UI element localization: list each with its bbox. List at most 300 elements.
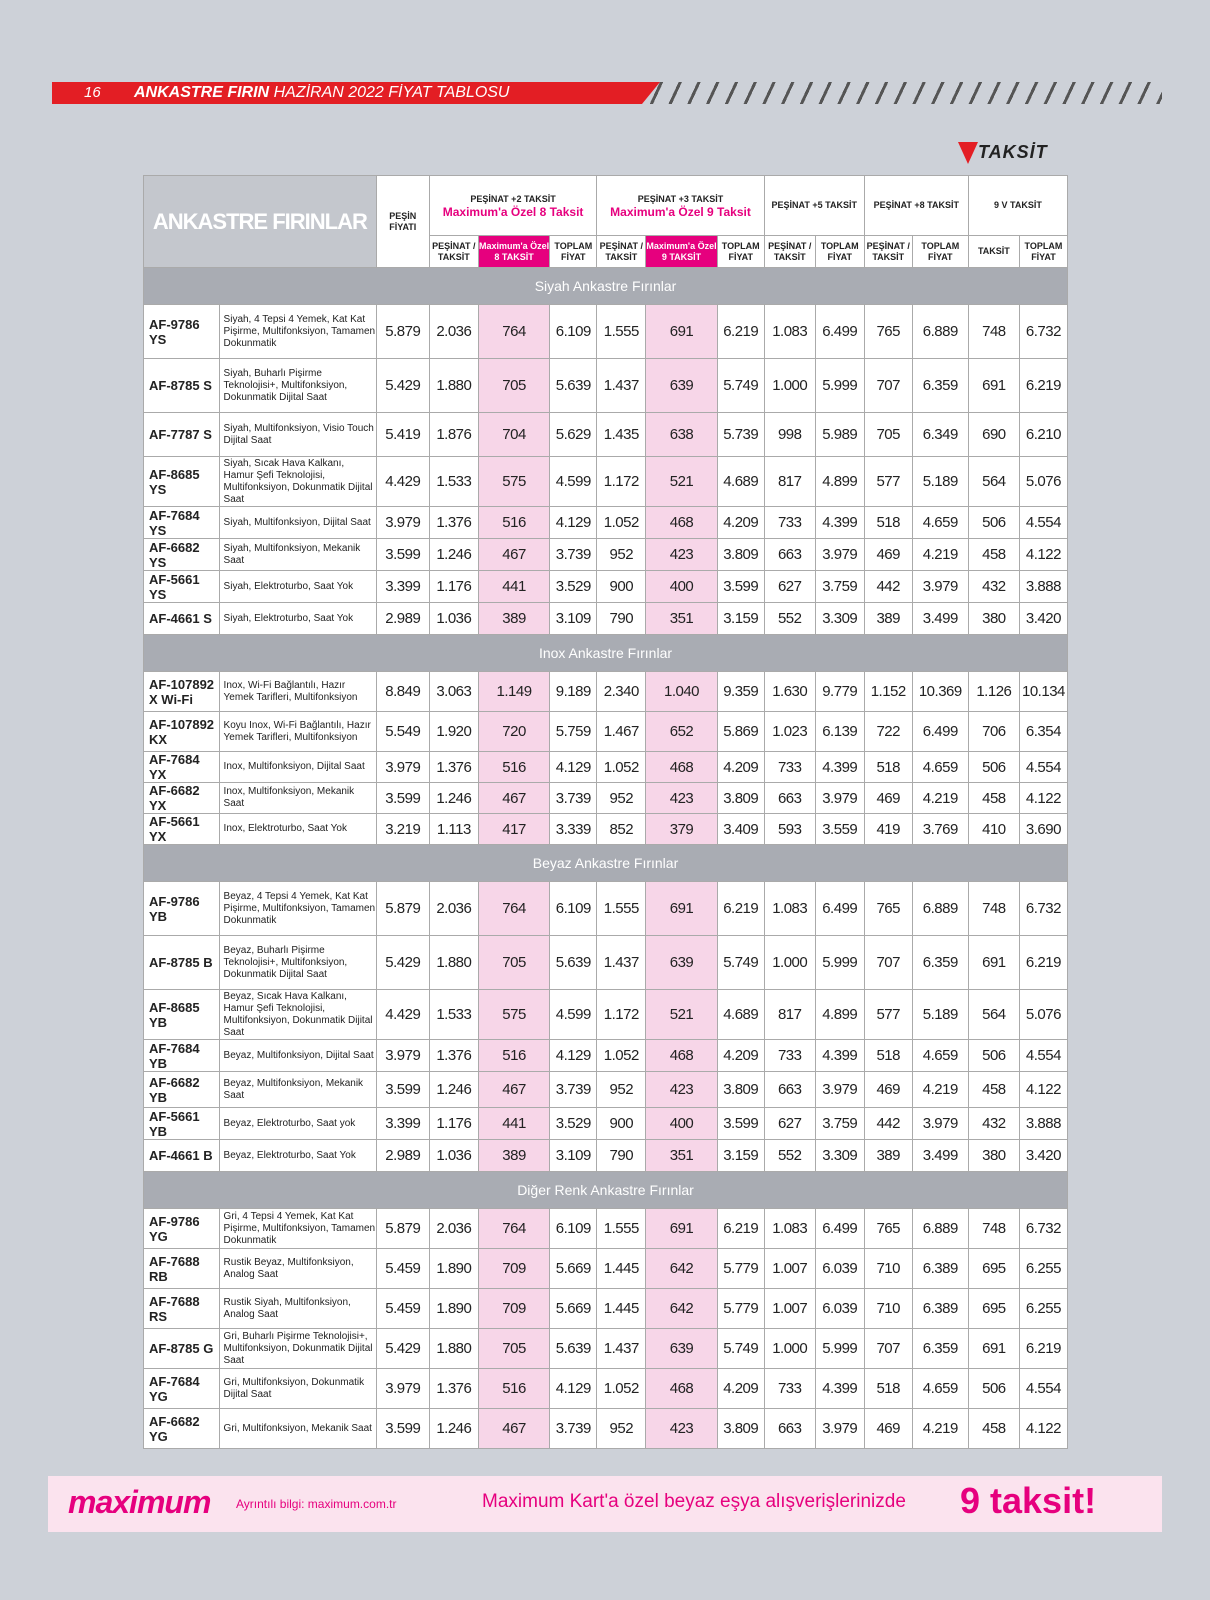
price-cell: 4.554	[1019, 1040, 1067, 1072]
price-cell: 577	[864, 990, 912, 1040]
price-cell-highlight: 642	[646, 1249, 717, 1289]
description-cell: Siyah, Elektroturbo, Saat Yok	[219, 603, 376, 635]
price-cell: 1.246	[429, 539, 478, 571]
model-cell: AF-6682 YX	[144, 783, 220, 814]
price-cell: 5.429	[376, 1329, 429, 1369]
price-cell-highlight: 400	[646, 571, 717, 603]
price-cell: 5.879	[376, 305, 429, 359]
footer-info-link[interactable]: Ayrıntılı bilgi: maximum.com.tr	[236, 1497, 397, 1511]
price-cell-highlight: 467	[478, 1072, 549, 1108]
price-cell: 6.499	[815, 882, 864, 936]
price-cell: 952	[597, 1409, 646, 1449]
price-cell: 389	[864, 603, 912, 635]
price-cell-highlight: 468	[646, 1369, 717, 1409]
page-header	[52, 82, 1162, 104]
price-cell: 1.376	[429, 1040, 478, 1072]
price-cell: 5.999	[815, 936, 864, 990]
price-cell: 6.109	[550, 882, 597, 936]
table-title: ANKASTRE FIRINLAR	[144, 176, 377, 268]
table-row	[144, 457, 1068, 507]
description-cell: Gri, Buharlı Pişirme Teknolojisi+, Multifonksiyon, Dokunmatik Dijital Saat	[219, 1329, 376, 1369]
price-cell: 663	[764, 1072, 815, 1108]
price-cell: 6.359	[912, 359, 968, 413]
section-header	[144, 268, 1068, 305]
price-cell: 4.599	[550, 457, 597, 507]
price-cell: 3.559	[815, 814, 864, 845]
description-cell: Beyaz, Multifonksiyon, Mekanik Saat	[219, 1072, 376, 1108]
title-bold: ANKASTRE FIRIN	[134, 84, 270, 101]
price-cell-highlight: 764	[478, 305, 549, 359]
price-cell: 4.399	[815, 507, 864, 539]
price-cell: 3.309	[815, 1140, 864, 1172]
price-cell-highlight: 379	[646, 814, 717, 845]
price-cell: 663	[764, 783, 815, 814]
price-cell-highlight: 423	[646, 1409, 717, 1449]
price-cell: 3.599	[376, 1409, 429, 1449]
price-cell: 4.599	[550, 990, 597, 1040]
price-cell: 5.669	[550, 1289, 597, 1329]
price-cell-highlight: 468	[646, 752, 717, 783]
table-row	[144, 752, 1068, 783]
description-cell: Gri, 4 Tepsi 4 Yemek, Kat Kat Pişirme, Multifonksiyon, Tamamen Dokunmatik	[219, 1209, 376, 1249]
subheader: TOPLAM FİYAT	[912, 236, 968, 268]
vtaksit-label: TAKSİT	[978, 142, 1048, 162]
price-cell: 6.389	[912, 1249, 968, 1289]
table-row	[144, 305, 1068, 359]
price-cell: 6.219	[1019, 359, 1067, 413]
price-cell: 3.759	[815, 1108, 864, 1140]
price-cell: 3.109	[550, 1140, 597, 1172]
price-cell: 5.076	[1019, 990, 1067, 1040]
price-cell-highlight: 423	[646, 539, 717, 571]
price-cell: 1.023	[764, 712, 815, 752]
price-cell: 5.749	[717, 1329, 764, 1369]
price-cell: 4.209	[717, 1040, 764, 1072]
price-cell-highlight: 441	[478, 1108, 549, 1140]
price-cell: 6.732	[1019, 305, 1067, 359]
price-cell: 817	[764, 990, 815, 1040]
price-cell: 3.690	[1019, 814, 1067, 845]
price-cell: 10.369	[912, 672, 968, 712]
price-cell: 3.159	[717, 603, 764, 635]
price-cell: 6.499	[815, 1209, 864, 1249]
price-cell-highlight: 709	[478, 1289, 549, 1329]
price-cell: 1.052	[597, 1369, 646, 1409]
price-cell: 469	[864, 1072, 912, 1108]
price-cell: 1.052	[597, 507, 646, 539]
price-cell: 2.989	[376, 1140, 429, 1172]
price-cell: 3.409	[717, 814, 764, 845]
price-cell: 3.739	[550, 783, 597, 814]
table-row	[144, 1040, 1068, 1072]
vtaksit-logo	[958, 142, 1078, 168]
header-bar	[52, 82, 642, 104]
price-cell-highlight: 691	[646, 305, 717, 359]
description-cell: Beyaz, Multifonksiyon, Dijital Saat	[219, 1040, 376, 1072]
subheader: PEŞİNAT / TAKSİT	[764, 236, 815, 268]
model-cell: AF-4661 S	[144, 603, 220, 635]
price-cell: 5.999	[815, 359, 864, 413]
group-header-2	[597, 176, 764, 236]
price-cell: 1.246	[429, 783, 478, 814]
price-cell: 3.809	[717, 1409, 764, 1449]
price-cell: 458	[968, 783, 1019, 814]
price-cell: 1.533	[429, 457, 478, 507]
price-cell: 458	[968, 1072, 1019, 1108]
section-header	[144, 845, 1068, 882]
price-cell: 3.499	[912, 603, 968, 635]
price-cell: 3.219	[376, 814, 429, 845]
price-cell: 4.122	[1019, 1072, 1067, 1108]
price-cell: 900	[597, 1108, 646, 1140]
price-cell: 663	[764, 539, 815, 571]
description-cell: Beyaz, Sıcak Hava Kalkanı, Hamur Şefi Teknolojisi, Multifonksiyon, Dokunmatik Dijital Saat	[219, 990, 376, 1040]
price-cell: 6.354	[1019, 712, 1067, 752]
table-row	[144, 1369, 1068, 1409]
model-cell: AF-9786 YS	[144, 305, 220, 359]
price-cell: 710	[864, 1249, 912, 1289]
table-row	[144, 936, 1068, 990]
price-cell: 748	[968, 882, 1019, 936]
price-cell: 3.420	[1019, 1140, 1067, 1172]
model-cell: AF-6682 YS	[144, 539, 220, 571]
description-cell: Siyah, Elektroturbo, Saat Yok	[219, 571, 376, 603]
price-cell: 3.979	[815, 1409, 864, 1449]
price-cell-highlight: 351	[646, 603, 717, 635]
price-cell-highlight: 1.040	[646, 672, 717, 712]
price-cell: 2.989	[376, 603, 429, 635]
footer-banner	[48, 1476, 1162, 1532]
price-cell: 3.979	[912, 571, 968, 603]
price-cell: 4.554	[1019, 507, 1067, 539]
model-cell: AF-8685 YS	[144, 457, 220, 507]
price-cell: 3.420	[1019, 603, 1067, 635]
price-cell-highlight: 639	[646, 1329, 717, 1369]
price-cell: 1.880	[429, 936, 478, 990]
price-cell: 706	[968, 712, 1019, 752]
price-cell: 3.399	[376, 1108, 429, 1140]
price-cell: 3.979	[815, 1072, 864, 1108]
price-cell: 998	[764, 413, 815, 457]
price-cell: 1.437	[597, 1329, 646, 1369]
price-cell: 707	[864, 936, 912, 990]
price-cell: 5.419	[376, 413, 429, 457]
price-cell: 691	[968, 359, 1019, 413]
price-cell: 5.639	[550, 359, 597, 413]
model-cell: AF-8785 G	[144, 1329, 220, 1369]
model-cell: AF-107892 KX	[144, 712, 220, 752]
price-cell: 733	[764, 1369, 815, 1409]
price-cell: 6.889	[912, 305, 968, 359]
model-cell: AF-7684 YG	[144, 1369, 220, 1409]
table-row	[144, 672, 1068, 712]
group-line2: Maximum'a Özel 8 Taksit	[442, 204, 584, 219]
price-cell-highlight: 691	[646, 882, 717, 936]
price-cell: 4.122	[1019, 1409, 1067, 1449]
price-cell: 3.979	[376, 752, 429, 783]
table-row	[144, 413, 1068, 457]
subheader: PEŞİNAT / TAKSİT	[597, 236, 646, 268]
price-cell: 4.129	[550, 507, 597, 539]
price-cell: 6.210	[1019, 413, 1067, 457]
price-cell-highlight: 417	[478, 814, 549, 845]
price-cell: 695	[968, 1289, 1019, 1329]
price-cell: 1.176	[429, 571, 478, 603]
price-cell: 410	[968, 814, 1019, 845]
price-cell: 5.076	[1019, 457, 1067, 507]
group-line1: PEŞİNAT +2 TAKSİT	[470, 193, 556, 204]
price-cell: 3.599	[717, 1108, 764, 1140]
price-cell: 9.359	[717, 672, 764, 712]
price-cell: 6.109	[550, 1209, 597, 1249]
price-cell: 3.739	[550, 539, 597, 571]
model-cell: AF-5661 YS	[144, 571, 220, 603]
price-cell: 3.109	[550, 603, 597, 635]
price-cell: 2.036	[429, 1209, 478, 1249]
price-cell: 4.899	[815, 990, 864, 1040]
price-cell: 1.000	[764, 359, 815, 413]
price-cell-highlight: 764	[478, 1209, 549, 1249]
price-cell: 552	[764, 1140, 815, 1172]
price-cell: 6.039	[815, 1249, 864, 1289]
price-cell: 6.389	[912, 1289, 968, 1329]
price-cell: 506	[968, 507, 1019, 539]
description-cell: Gri, Multifonksiyon, Mekanik Saat	[219, 1409, 376, 1449]
price-cell: 9.779	[815, 672, 864, 712]
price-cell: 722	[864, 712, 912, 752]
price-cell: 506	[968, 1369, 1019, 1409]
price-cell-highlight: 467	[478, 1409, 549, 1449]
price-cell: 6.219	[717, 882, 764, 936]
price-cell: 4.219	[912, 539, 968, 571]
description-cell: Gri, Multifonksiyon, Dokunmatik Dijital Saat	[219, 1369, 376, 1409]
group-header-4: PEŞİNAT +8 TAKSİT	[864, 176, 968, 236]
price-cell: 1.126	[968, 672, 1019, 712]
section-header	[144, 1172, 1068, 1209]
price-cell: 3.599	[376, 539, 429, 571]
model-cell: AF-7684 YB	[144, 1040, 220, 1072]
price-cell: 3.599	[376, 783, 429, 814]
price-cell: 4.659	[912, 752, 968, 783]
price-cell: 6.889	[912, 1209, 968, 1249]
price-cell: 5.639	[550, 1329, 597, 1369]
page-title	[134, 84, 509, 102]
price-cell: 5.779	[717, 1289, 764, 1329]
model-cell: AF-7688 RB	[144, 1249, 220, 1289]
price-cell: 790	[597, 1140, 646, 1172]
description-cell: Rustik Siyah, Multifonksiyon, Analog Saat	[219, 1289, 376, 1329]
price-cell-highlight: 764	[478, 882, 549, 936]
price-cell: 5.739	[717, 413, 764, 457]
price-cell: 627	[764, 1108, 815, 1140]
price-cell: 6.499	[912, 712, 968, 752]
price-cell: 4.554	[1019, 1369, 1067, 1409]
price-cell: 3.809	[717, 1072, 764, 1108]
price-cell: 3.809	[717, 539, 764, 571]
price-cell: 1.437	[597, 936, 646, 990]
price-cell: 710	[864, 1289, 912, 1329]
table-body	[144, 268, 1068, 1449]
price-cell: 4.399	[815, 1369, 864, 1409]
price-cell: 3.063	[429, 672, 478, 712]
group-line2: Maximum'a Özel 9 Taksit	[610, 204, 751, 219]
price-cell: 5.879	[376, 882, 429, 936]
price-table	[143, 175, 1068, 1449]
footer-highlight: 9 taksit!	[960, 1480, 1097, 1521]
price-cell: 4.219	[912, 1072, 968, 1108]
price-cell: 5.459	[376, 1289, 429, 1329]
section-title: Diğer Renk Ankastre Fırınlar	[144, 1172, 1068, 1209]
price-cell: 3.769	[912, 814, 968, 845]
price-cell: 6.219	[717, 305, 764, 359]
footer-text: Maximum Kart'a özel beyaz eşya alışverişlerinizde	[482, 1491, 906, 1512]
price-cell: 3.979	[376, 1040, 429, 1072]
price-cell-highlight: 639	[646, 936, 717, 990]
price-cell: 564	[968, 457, 1019, 507]
price-cell: 3.979	[912, 1108, 968, 1140]
price-cell: 1.000	[764, 1329, 815, 1369]
price-cell: 1.880	[429, 1329, 478, 1369]
price-cell: 4.659	[912, 1040, 968, 1072]
price-cell: 518	[864, 507, 912, 539]
price-cell: 691	[968, 936, 1019, 990]
price-cell: 5.749	[717, 359, 764, 413]
price-cell: 458	[968, 539, 1019, 571]
price-cell: 1.437	[597, 359, 646, 413]
model-cell: AF-8685 YB	[144, 990, 220, 1040]
price-cell-highlight: 516	[478, 1369, 549, 1409]
price-cell: 4.429	[376, 457, 429, 507]
price-cell: 506	[968, 752, 1019, 783]
table-row	[144, 712, 1068, 752]
subheader: TOPLAM FİYAT	[815, 236, 864, 268]
price-cell: 380	[968, 603, 1019, 635]
price-cell: 3.599	[376, 1072, 429, 1108]
price-cell-highlight: 704	[478, 413, 549, 457]
price-cell-highlight: 423	[646, 783, 717, 814]
model-cell: AF-4661 B	[144, 1140, 220, 1172]
model-cell: AF-7684 YX	[144, 752, 220, 783]
price-cell: 469	[864, 783, 912, 814]
model-cell: AF-5661 YB	[144, 1108, 220, 1140]
price-cell: 3.888	[1019, 571, 1067, 603]
price-cell: 6.732	[1019, 882, 1067, 936]
price-cell: 1.036	[429, 1140, 478, 1172]
price-cell: 5.629	[550, 413, 597, 457]
price-cell: 6.219	[717, 1209, 764, 1249]
price-cell: 6.359	[912, 936, 968, 990]
price-cell: 380	[968, 1140, 1019, 1172]
price-cell: 1.376	[429, 752, 478, 783]
group-header-5: 9 V TAKSİT	[968, 176, 1067, 236]
price-cell: 6.255	[1019, 1249, 1067, 1289]
table-row	[144, 783, 1068, 814]
price-cell: 3.979	[376, 1369, 429, 1409]
price-cell: 1.172	[597, 457, 646, 507]
price-cell-highlight: 351	[646, 1140, 717, 1172]
price-cell: 765	[864, 1209, 912, 1249]
price-cell: 1.036	[429, 603, 478, 635]
table-row	[144, 359, 1068, 413]
price-cell: 4.129	[550, 752, 597, 783]
price-cell: 4.659	[912, 507, 968, 539]
table-row	[144, 990, 1068, 1040]
price-cell: 3.759	[815, 571, 864, 603]
description-cell: Rustik Beyaz, Multifonksiyon, Analog Saat	[219, 1249, 376, 1289]
price-cell-highlight: 468	[646, 1040, 717, 1072]
price-cell: 3.739	[550, 1409, 597, 1449]
price-cell: 8.849	[376, 672, 429, 712]
model-cell: AF-7787 S	[144, 413, 220, 457]
description-cell: Siyah, Sıcak Hava Kalkanı, Hamur Şefi Teknolojisi, Multifonksiyon, Dokunmatik Dijital Saat	[219, 457, 376, 507]
price-cell: 6.139	[815, 712, 864, 752]
price-cell: 952	[597, 539, 646, 571]
model-cell: AF-107892 X Wi-Fi	[144, 672, 220, 712]
price-cell-highlight: 400	[646, 1108, 717, 1140]
group-header-3: PEŞİNAT +5 TAKSİT	[764, 176, 864, 236]
description-cell: Beyaz, Buharlı Pişirme Teknolojisi+, Multifonksiyon, Dokunmatik Dijital Saat	[219, 936, 376, 990]
table-row	[144, 1072, 1068, 1108]
price-cell: 4.122	[1019, 783, 1067, 814]
price-cell: 1.007	[764, 1289, 815, 1329]
subheader: TOPLAM FİYAT	[550, 236, 597, 268]
price-cell: 1.083	[764, 1209, 815, 1249]
table-row	[144, 571, 1068, 603]
description-cell: Siyah, Buharlı Pişirme Teknolojisi+, Multifonksiyon, Dokunmatik Dijital Saat	[219, 359, 376, 413]
price-cell: 3.399	[376, 571, 429, 603]
price-cell: 419	[864, 814, 912, 845]
group-header-1	[429, 176, 596, 236]
price-cell: 1.533	[429, 990, 478, 1040]
table-row	[144, 603, 1068, 635]
model-cell: AF-9786 YB	[144, 882, 220, 936]
description-cell: Beyaz, Elektroturbo, Saat yok	[219, 1108, 376, 1140]
price-cell: 1.007	[764, 1249, 815, 1289]
page-number: 16	[84, 84, 101, 101]
price-cell: 5.459	[376, 1249, 429, 1289]
table-row	[144, 882, 1068, 936]
price-cell: 765	[864, 882, 912, 936]
price-cell: 5.989	[815, 413, 864, 457]
price-cell: 4.659	[912, 1369, 968, 1409]
subheader: TAKSİT	[968, 236, 1019, 268]
price-cell-highlight: 575	[478, 457, 549, 507]
price-cell: 1.555	[597, 882, 646, 936]
price-cell: 1.630	[764, 672, 815, 712]
table-row	[144, 1249, 1068, 1289]
model-cell: AF-7684 YS	[144, 507, 220, 539]
price-cell: 3.979	[376, 507, 429, 539]
maximum-logo: maximum	[68, 1484, 211, 1520]
price-cell: 577	[864, 457, 912, 507]
price-cell: 518	[864, 1040, 912, 1072]
price-cell: 4.129	[550, 1040, 597, 1072]
price-cell: 690	[968, 413, 1019, 457]
price-cell: 5.869	[717, 712, 764, 752]
price-cell: 6.889	[912, 882, 968, 936]
price-cell-highlight: 516	[478, 752, 549, 783]
subheader: TOPLAM FİYAT	[1019, 236, 1067, 268]
price-cell: 5.189	[912, 990, 968, 1040]
price-cell: 4.689	[717, 457, 764, 507]
price-cell: 733	[764, 507, 815, 539]
price-cell: 3.499	[912, 1140, 968, 1172]
price-cell: 1.000	[764, 936, 815, 990]
price-cell: 432	[968, 571, 1019, 603]
price-cell: 1.172	[597, 990, 646, 1040]
table-row	[144, 1108, 1068, 1140]
price-cell: 691	[968, 1329, 1019, 1369]
